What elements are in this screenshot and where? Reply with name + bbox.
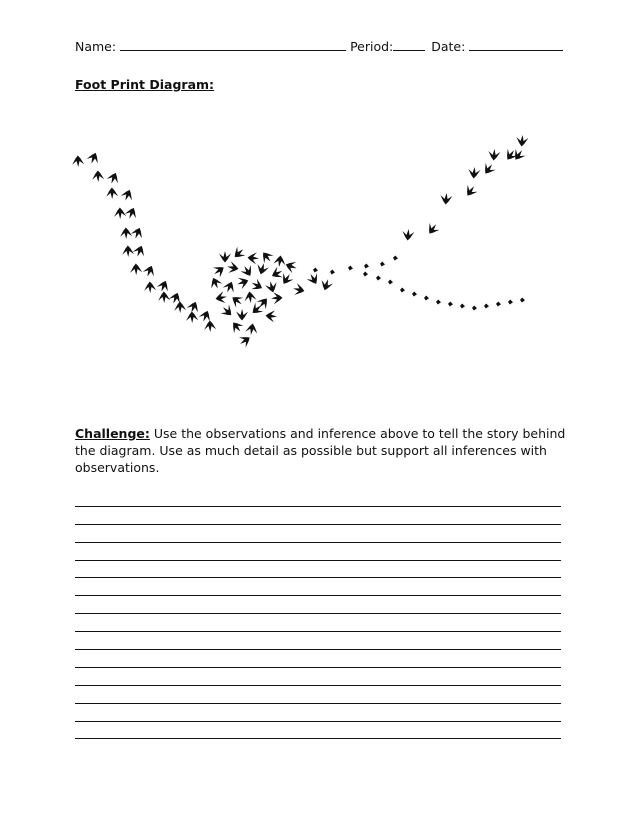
period-label: Period: — [350, 39, 394, 54]
footprint-mark — [124, 206, 139, 221]
answer-line[interactable] — [75, 632, 561, 650]
answer-line[interactable] — [75, 704, 561, 722]
footprint-diagram — [70, 130, 540, 360]
answer-line[interactable] — [75, 596, 561, 614]
footprint-mark — [106, 187, 118, 199]
footprint-mark — [106, 171, 121, 186]
footprint-mark — [468, 167, 481, 180]
challenge-text: Use the observations and inference above to tell the story behind the diagram. Use as much detail as possible but support all inferences with observations. — [75, 426, 566, 475]
footprint-mark — [481, 161, 497, 177]
answer-line[interactable] — [75, 543, 561, 561]
footprint-mark — [214, 291, 228, 305]
footprint-mark — [72, 155, 84, 167]
name-field[interactable] — [120, 38, 346, 51]
footprint-mark — [211, 263, 227, 279]
footprint-mark — [249, 277, 265, 293]
footprint-mark — [448, 301, 453, 306]
footprint-mark — [271, 292, 283, 305]
footprint-mark — [425, 221, 441, 237]
footprint-mark — [120, 188, 135, 203]
footprint-mark — [265, 310, 278, 323]
footprint-mark — [363, 271, 368, 276]
period-field[interactable] — [393, 38, 425, 51]
footprint-mark — [229, 319, 246, 335]
answer-line[interactable] — [75, 525, 561, 543]
answer-line[interactable] — [75, 668, 561, 686]
footprint-mark — [237, 333, 253, 349]
footprint-mark — [279, 271, 295, 287]
footprint-mark — [229, 293, 245, 309]
footprint-mark — [393, 255, 399, 261]
answer-lines[interactable] — [75, 489, 561, 739]
footprint-mark — [204, 320, 216, 332]
footprint-mark — [247, 252, 259, 265]
footprint-mark — [511, 147, 527, 163]
footprint-mark — [186, 311, 198, 323]
footprint-mark — [520, 297, 525, 302]
footprint-mark — [292, 283, 306, 297]
footprint-mark — [198, 309, 213, 324]
footprint-mark — [120, 227, 132, 239]
footprint-mark — [463, 183, 479, 199]
challenge-paragraph — [75, 425, 570, 476]
footprint-mark — [376, 275, 381, 280]
footprint-mark — [158, 291, 170, 303]
footprint-mark — [114, 207, 126, 219]
footprint-mark — [402, 229, 415, 242]
footprint-mark — [208, 276, 224, 291]
footprint-mark — [269, 265, 285, 281]
footprint-mark — [472, 305, 477, 310]
footprint-mark — [388, 279, 393, 284]
section-title: Foot Print Diagram: — [75, 77, 215, 92]
footprint-mark — [226, 261, 240, 275]
footprint-mark — [436, 299, 441, 304]
footprint-mark — [305, 271, 321, 287]
footprint-mark — [460, 303, 465, 308]
date-field[interactable] — [469, 38, 563, 51]
footprint-mark — [273, 255, 286, 268]
footprint-mark — [319, 278, 334, 293]
footprint-mark — [400, 287, 405, 292]
answer-line[interactable] — [75, 561, 561, 579]
footprint-mark — [245, 323, 259, 336]
footprint-mark — [122, 245, 134, 257]
answer-line[interactable] — [75, 722, 561, 740]
footprint-mark — [92, 170, 104, 182]
answer-line[interactable] — [75, 578, 561, 596]
footprint-tracks — [72, 135, 529, 349]
footprint-mark — [424, 295, 429, 300]
footprint-mark — [156, 279, 171, 294]
name-label: Name: — [75, 39, 117, 54]
footprint-mark — [186, 300, 201, 315]
footprint-mark — [284, 259, 299, 274]
footprint-mark — [496, 301, 501, 306]
answer-line[interactable] — [75, 686, 561, 704]
footprint-mark — [144, 281, 156, 293]
footprint-mark — [255, 262, 270, 276]
footprint-mark — [488, 149, 501, 162]
footprint-mark — [516, 135, 529, 148]
footprint-mark — [484, 303, 489, 308]
challenge-label: Challenge: — [75, 426, 150, 441]
footprint-mark — [264, 280, 279, 294]
footprint-mark — [364, 263, 370, 269]
footprint-mark — [440, 193, 453, 206]
footprint-mark — [243, 291, 256, 304]
footprint-mark — [132, 244, 147, 259]
footprint-mark — [236, 309, 248, 321]
footprint-mark — [231, 245, 248, 262]
footprint-mark — [259, 249, 276, 265]
footprint-mark — [130, 263, 142, 275]
footprint-mark — [508, 299, 513, 304]
answer-line[interactable] — [75, 507, 561, 525]
footprint-mark — [412, 291, 417, 296]
footprint-mark — [235, 275, 250, 290]
footprint-mark — [174, 301, 186, 313]
footprint-mark — [222, 279, 238, 294]
date-label: Date: — [431, 39, 466, 54]
answer-line[interactable] — [75, 489, 561, 507]
footprint-mark — [219, 303, 236, 320]
footprint-mark — [219, 251, 231, 263]
footprint-mark — [86, 151, 101, 166]
header-row — [75, 38, 563, 54]
answer-line[interactable] — [75, 614, 561, 632]
footprint-mark — [313, 267, 319, 273]
footprint-mark — [130, 226, 145, 241]
footprint-mark — [239, 263, 255, 279]
footprint-mark — [142, 264, 157, 279]
answer-line[interactable] — [75, 650, 561, 668]
footprint-mark — [380, 261, 386, 267]
footprint-mark — [348, 265, 354, 271]
footprint-mark — [330, 269, 336, 275]
